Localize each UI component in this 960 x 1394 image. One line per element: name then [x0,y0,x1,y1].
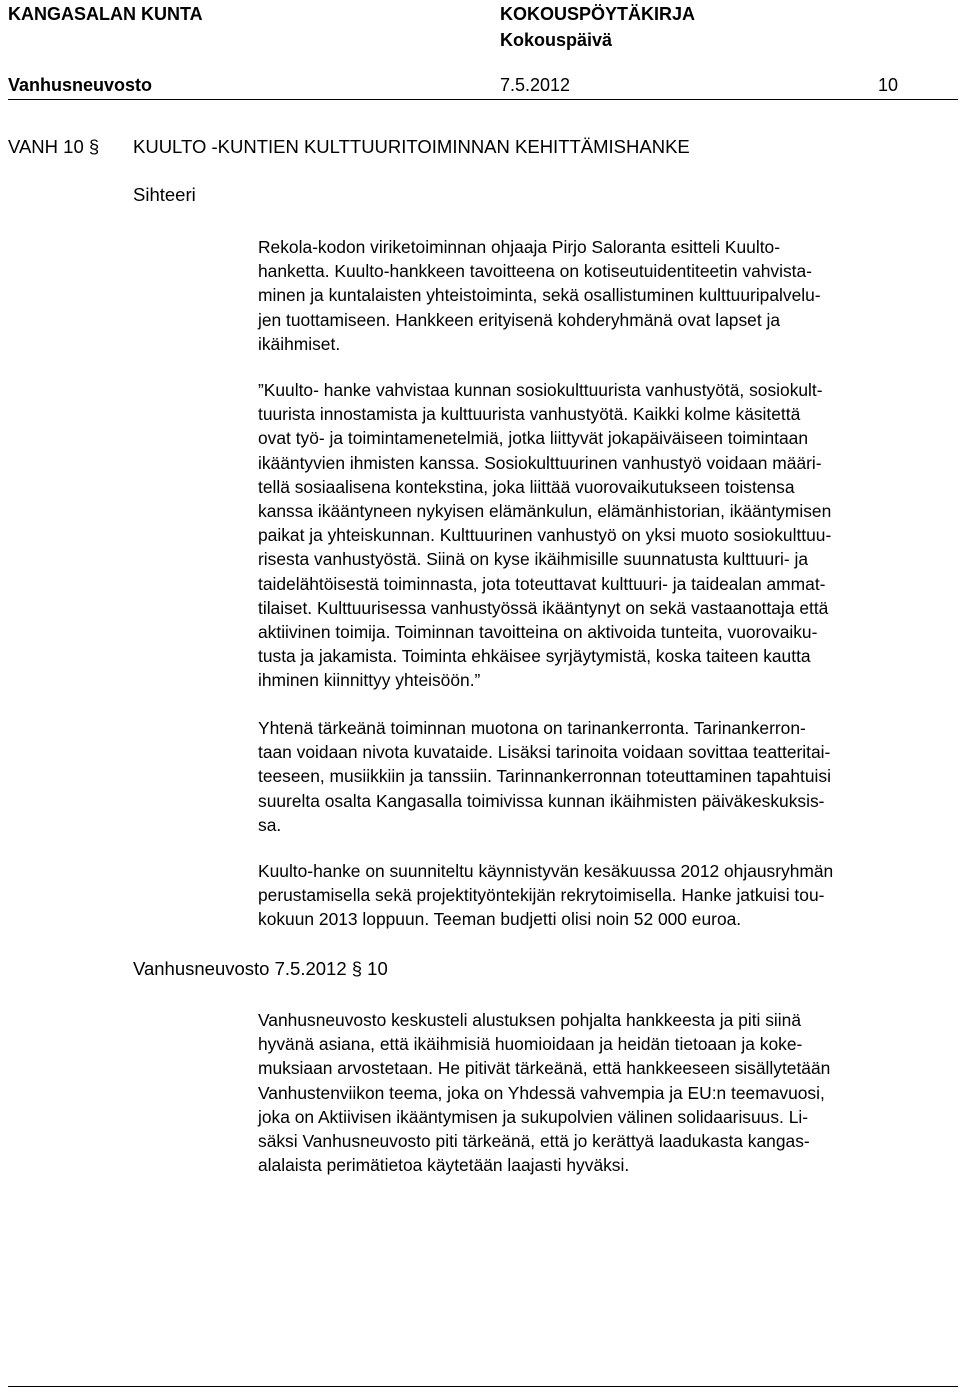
decision-label: Vanhusneuvosto 7.5.2012 § 10 [133,958,388,979]
text-line: muksiaan arvostetaan. He pitivät tärkeänä, että hankkeeseen sisällytetään [258,1058,831,1079]
text-line: hanketta. Kuulto-hankkeen tavoitteena on kotiseutuidentiteetin vahvista- [258,261,812,282]
text-line: Rekola-kodon viriketoiminnan ohjaaja Pirjo Saloranta esitteli Kuulto- [258,237,780,257]
text-line: aktiivinen toimija. Toiminnan tavoitteina on aktivoida tunteita, vuorovaiku- [258,622,818,643]
text-line: Vanhusneuvosto keskusteli alustuksen pohjalta hankkeesta ja piti siinä [258,1010,801,1030]
text-line: tellä sosiaalisena kontekstina, joka liittää vuorovaikutukseen toistensa [258,476,795,497]
meeting-date: 7.5.2012 [500,75,571,95]
text-line: säksi Vanhusneuvosto piti tärkeänä, että jo kerättyä laadukasta kangas- [258,1131,810,1152]
text-line: taidelähtöisestä toiminnasta, jota toteuttavat kulttuuri- ja taidealan ammat- [258,573,826,594]
text-line: sa. [258,814,282,835]
text-line: kanssa ikääntyneen nykyisen elämänkulun, elämänhistorian, ikääntymisen [258,501,832,522]
text-line: tilaiset. Kulttuurisessa vanhustyössä ikääntynyt on sekä vastaanottaja että [258,597,829,618]
footer-rule [8,1386,958,1387]
text-line: ”Kuulto- hanke vahvistaa kunnan sosiokulttuurista vanhustyötä, sosiokult- [258,380,823,400]
document-type: KOKOUSPÖYTÄKIRJA [500,4,696,24]
body-name: Vanhusneuvosto [8,75,153,95]
text-line: perustamisella sekä projektityöntekijän rekrytoimisella. Hanke jatkuisi tou- [258,885,825,906]
text-line: ovat työ- ja toimintamenetelmiä, jotka liittyvät jokapäiväiseen toimintaan [258,428,809,449]
header-rule [8,99,958,100]
text-line: alalaista perimätietoa käytetään laajasti hyväksi. [258,1155,630,1176]
text-line: kokuun 2013 loppuun. Teeman budjetti olisi noin 52 000 euroa. [258,909,742,930]
text-line: joka on Aktiivisen ikääntymisen ja sukupolvien välinen solidaarisuus. Li- [258,1106,809,1127]
text-line: ikääntyvien ihmisten kanssa. Sosiokulttuurinen vanhustyö voidaan määri- [258,452,822,473]
text-line: minen ja kuntalaisten yhteistoiminta, sekä osallistuminen kulttuuripalvelu- [258,285,821,306]
text-line: tusta ja jakamista. Toiminta ehkäisee syrjäytymistä, koska taiteen kautta [258,646,811,667]
text-line: Yhtenä tärkeänä toiminnan muotona on tarinankerronta. Tarinankerron- [258,718,806,738]
paragraph-storytelling [258,716,958,837]
text-line: tuurista innostamista ja kulttuurista vanhustyötä. Kaikki kolme käsitettä [258,404,801,425]
item-id: VANH 10 § [8,136,100,157]
text-line: suurelta osalta Kangasalla toimivissa kunnan ikäihmisten päiväkeskuksis- [258,790,825,811]
document-subtype: Kokouspäivä [500,30,613,50]
text-line: paikat ja yhteiskunnan. Kulttuurinen vanhustyö on yksi muoto sosiokulttuu- [258,525,832,546]
text-line: ikäihmiset. [258,333,341,354]
text-line: hyvänä asiana, että ikäihmisiä huomioidaan ja heidän tietoaan ja koke- [258,1034,803,1055]
paragraph-schedule [258,859,958,932]
paragraph-presentation [258,235,958,356]
item-title: KUULTO -KUNTIEN KULTTUURITOIMINNAN KEHITTÄMISHANKE [133,136,690,157]
paragraph-quote [258,378,958,693]
text-line: Vanhustenviikon teema, joka on Yhdessä vahvempia ja EU:n teemavuosi, [258,1082,825,1103]
text-line: ihminen kiinnittyy yhteisöön.” [258,670,481,691]
org-name: KANGASALAN KUNTA [8,4,203,24]
text-line: teeseen, musiikkiin ja tanssiin. Tarinnankerronnan toteuttaminen tapahtuisi [258,766,831,787]
preparer-label: Sihteeri [133,184,196,205]
page-number: 10 [878,75,899,95]
paragraph-decision [258,1008,958,1177]
text-line: taan voidaan nivota kuvataide. Lisäksi tarinoita voidaan sovittaa teatteritai- [258,742,831,763]
text-line: risesta vanhustyöstä. Siinä on kyse ikäihmisille suunnatusta kulttuuri- ja [258,549,809,570]
text-line: jen tuottamiseen. Hankkeen erityisenä kohderyhmänä ovat lapset ja [258,309,781,330]
text-line: Kuulto-hanke on suunniteltu käynnistyvän kesäkuussa 2012 ohjausryhmän [258,861,834,881]
